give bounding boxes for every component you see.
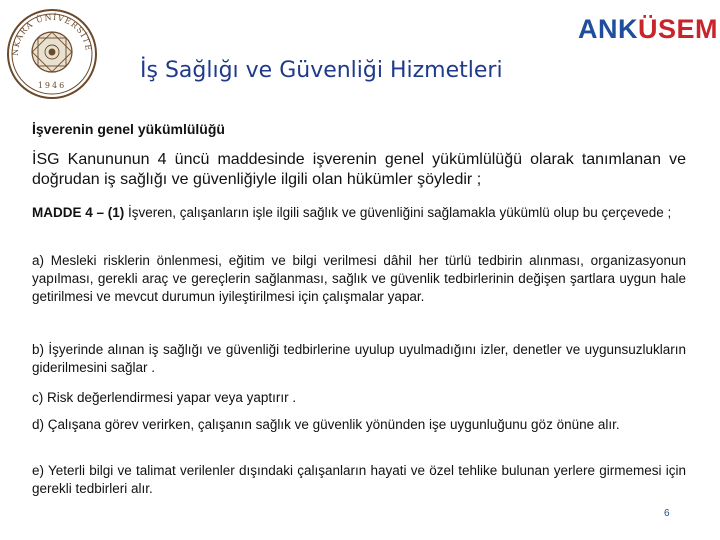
list-item-a: a) Mesleki risklerin önlenmesi, eğitim ve bilgi verilmesi dâhil her türlü tedbirin alınması, organizasyonun yapılması, gerekli araç ve gereçlerin sağlanması, sağlık ve güvenlik tedbirlerinin değişen şartlara uygun hale getirilmesi ve mevcut durumun iyileştirilmesi için çalışmalar yapar. bbox=[32, 253, 686, 304]
ankusem-brand bbox=[578, 12, 719, 46]
list-item-e: e) Yeterli bilgi ve talimat verilenler dışındaki çalışanların hayati ve özel tehlike bulunan yerlere girmemesi için gerekli tedbirleri alır. bbox=[32, 463, 686, 496]
ankusem-part1: ANK bbox=[578, 14, 638, 44]
madde-paragraph bbox=[32, 204, 686, 222]
list-item-d: d) Çalışana görev verirken, çalışanın sağlık ve güvenlik yönünden işe uygunluğunu göz önüne alır. bbox=[32, 417, 620, 432]
intro-paragraph: İSG Kanununun 4 üncü maddesinde işverenin genel yükümlülüğü olarak tanımlanan ve doğrudan iş sağlığı ve güvenliğiyle ilgili olan hükümler şöyledir ; bbox=[32, 151, 686, 188]
seal-ring-text: NKARA ÜNİVERSİTE bbox=[10, 12, 94, 57]
slide-title: İş Sağlığı ve Güvenliği Hizmetleri bbox=[140, 58, 503, 83]
seal-year-text: 1946 bbox=[37, 81, 67, 90]
university-seal-logo bbox=[6, 8, 98, 100]
ankusem-part2: ÜSEM bbox=[638, 14, 719, 44]
list-item-c: c) Risk değerlendirmesi yapar veya yaptırır . bbox=[32, 390, 297, 405]
madde-text: İşveren, çalışanların işle ilgili sağlık ve güvenliğini sağlamakla yükümlü olup bu çerçevede ; bbox=[124, 205, 672, 220]
section-subheading: İşverenin genel yükümlülüğü bbox=[32, 121, 225, 137]
ankusem-logo bbox=[578, 12, 719, 46]
university-seal-icon bbox=[6, 8, 98, 100]
list-item-b: b) İşyerinde alınan iş sağlığı ve güvenliği tedbirlerine uyulup uyulmadığını izler, denetler ve uygunsuzlukların giderilmesini sağlar . bbox=[32, 342, 686, 375]
page-number: 6 bbox=[664, 508, 670, 519]
madde-label: MADDE 4 – (1) bbox=[32, 205, 125, 220]
